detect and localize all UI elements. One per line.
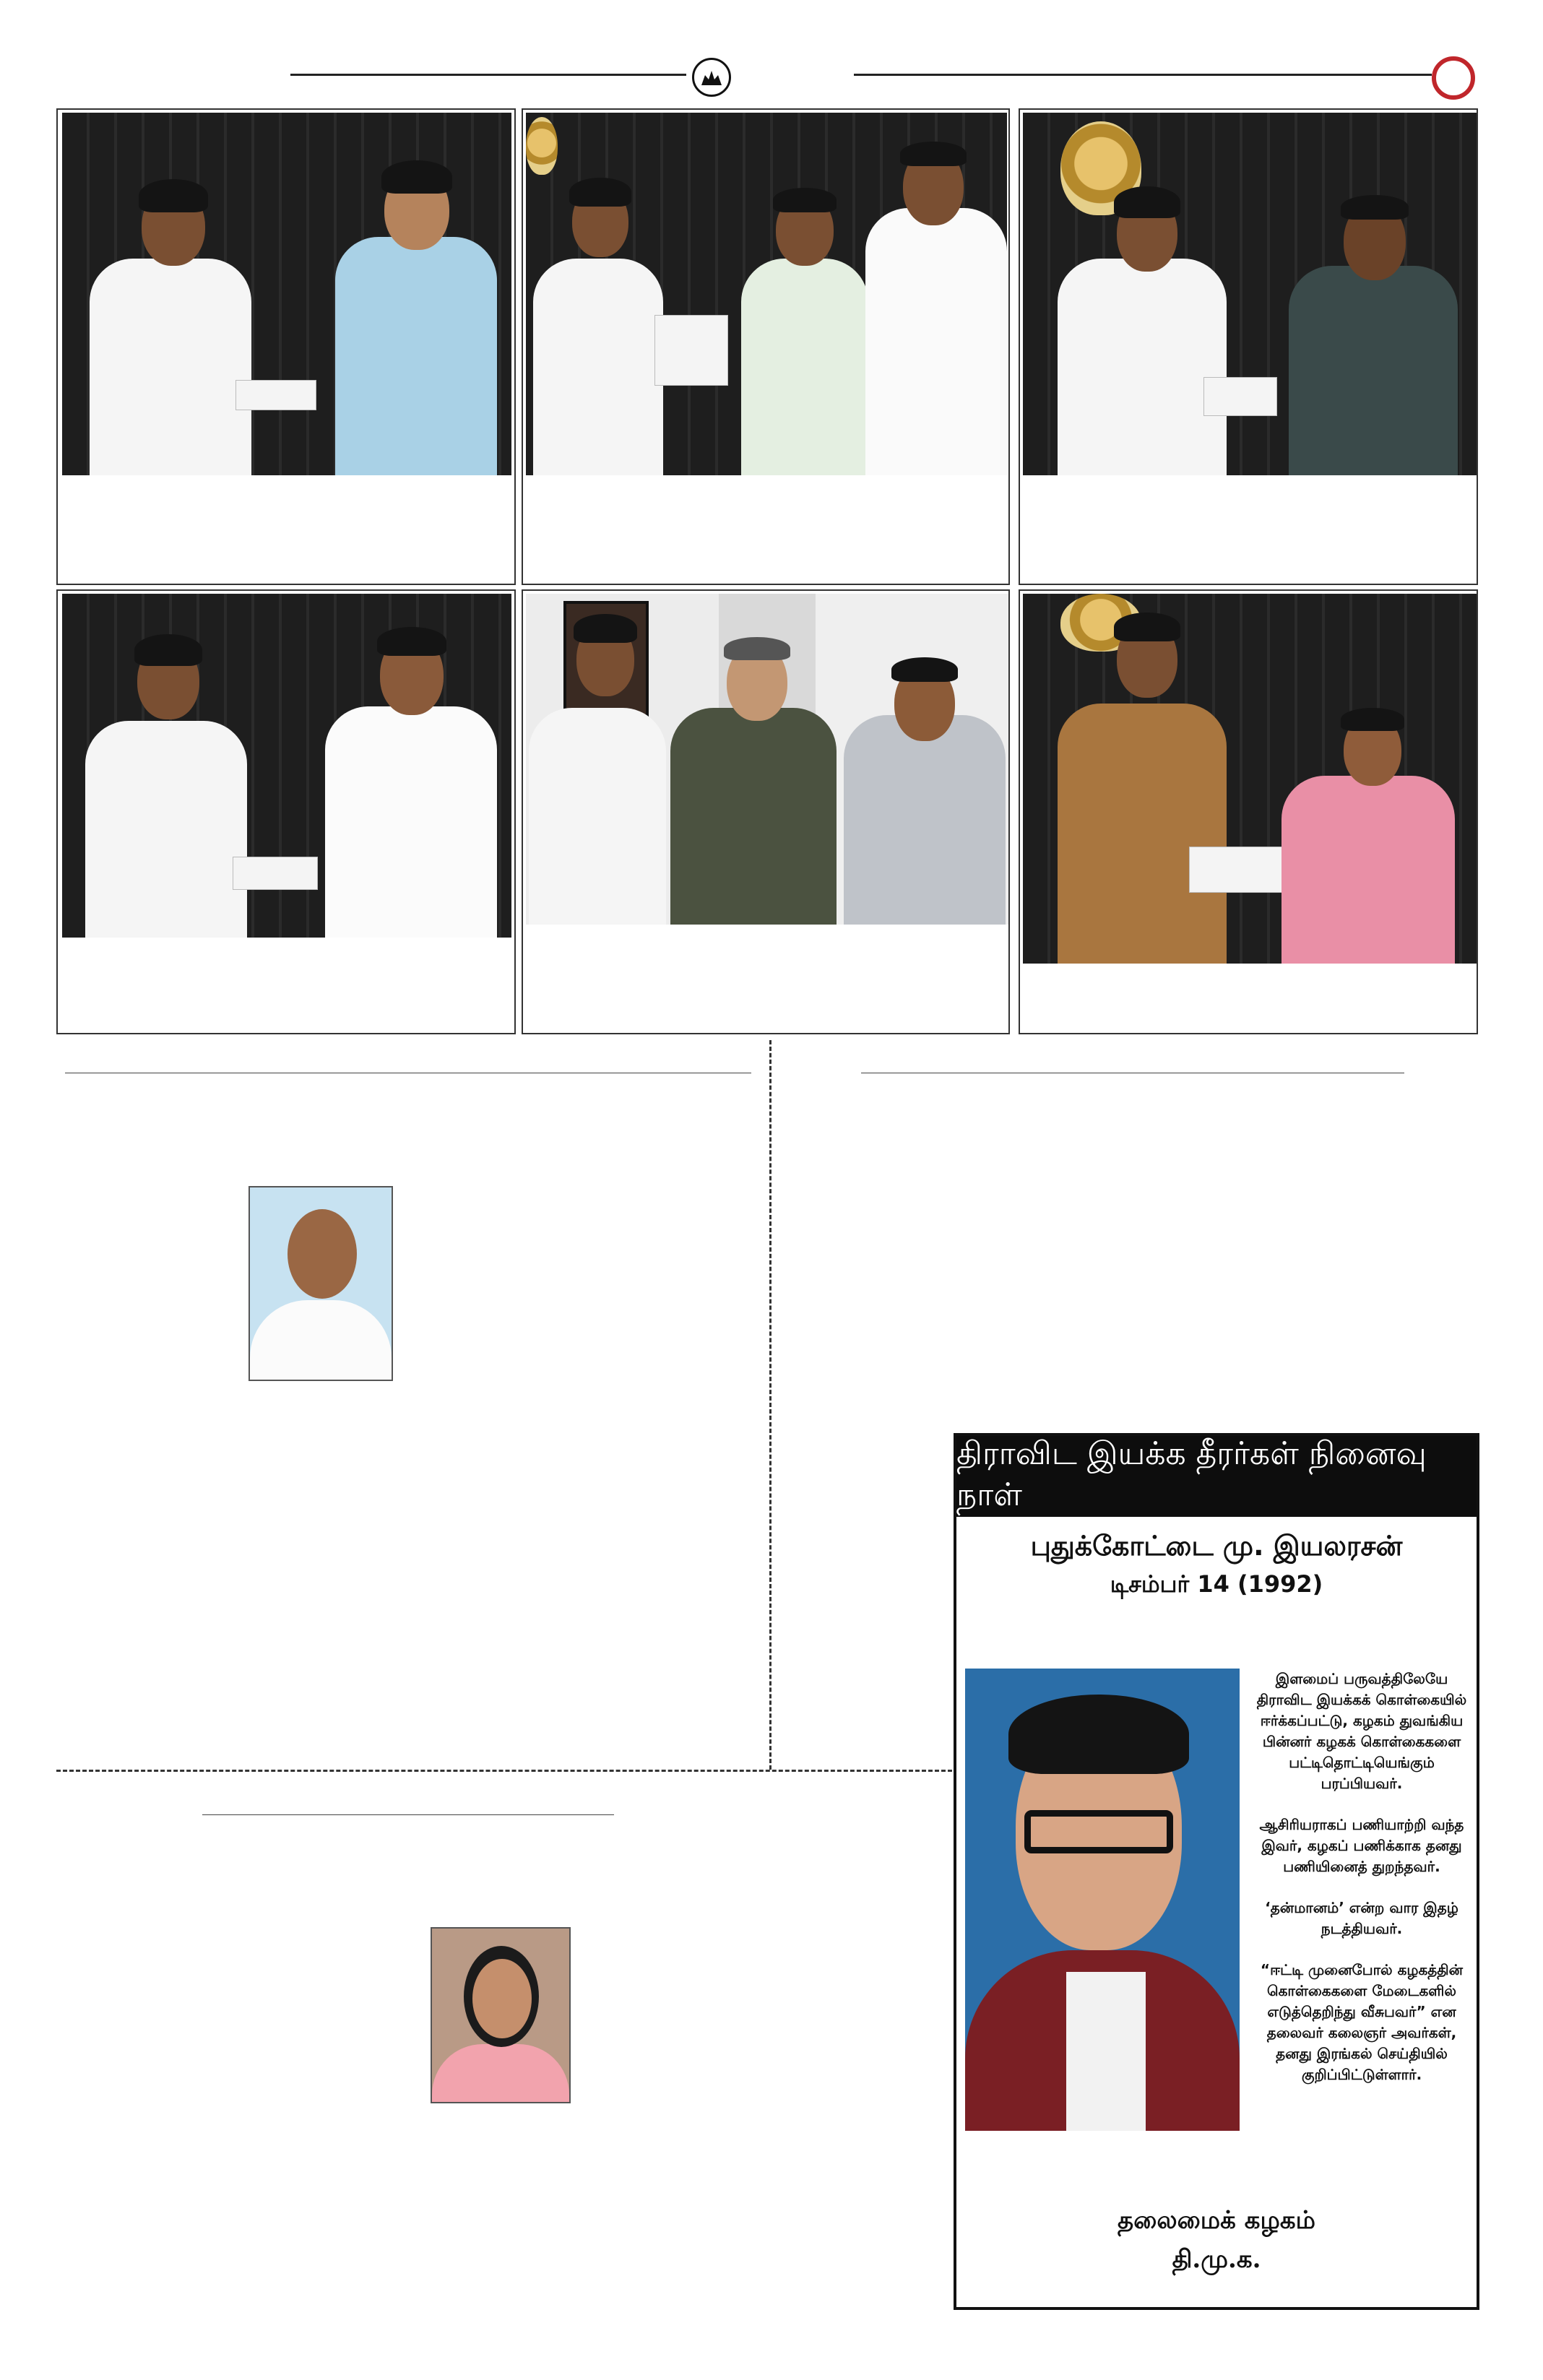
person [1052,610,1232,964]
photo-4 [62,594,511,938]
person [735,157,873,475]
envelope [233,857,318,890]
memorial-portrait-hair [1008,1695,1189,1774]
header-rule-left [290,74,686,76]
photo-5 [526,594,1008,925]
photo-2 [526,113,1007,475]
person [865,129,1007,475]
section-divider [56,1770,952,1772]
memorial-paragraph-2: ஆசிரியராகப் பணியாற்றி வந்த இவர், கழகப் பணிக்காக தனது பணியினைத் துறந்தவர். [1259,1816,1464,1875]
envelope [235,380,316,410]
person [660,621,848,925]
memorial-paragraph-4: “ஈட்டி முனைபோல் கழகத்தின் கொள்கைகளை மேடைகளில் எடுத்தெறிந்து வீசுபவர்” என தலைவர் கலைஞர் அவர்கள், தனது இரங்கல் செய்தியில் குறிப்பிட்டுள்ளார். [1260,1961,1464,2083]
photo-card-5 [522,589,1010,1034]
portrait-woman-face [472,1959,532,2038]
person [79,620,253,938]
person [841,636,1008,925]
person [84,143,257,475]
photo-card-2 [522,108,1010,585]
person [1052,157,1232,475]
memorial-signature-line-1: தலைமைக் கழகம் [1118,2206,1315,2235]
page-number-circle [1432,56,1475,100]
envelope [1203,377,1277,416]
rising-sun-emblem-icon [692,58,731,97]
person [530,143,667,475]
emblem-glyph [699,66,724,88]
lower-left-rule [202,1814,614,1815]
memorial-portrait [965,1669,1240,2131]
envelope [1189,847,1283,893]
person [319,613,503,938]
envelope [654,315,728,386]
memorial-signature-line-2: தி.மு.க. [1172,2245,1261,2274]
glasses-icon [1024,1810,1173,1853]
photo-3 [1023,113,1477,475]
memorial-date: டிசம்பர் 14 (1992) [1110,1570,1323,1598]
photo-card-6 [1019,589,1478,1034]
photo-1 [62,113,511,475]
portrait-man-body [250,1300,392,1380]
memorial-description [1251,1669,1472,2106]
portrait-man-face [288,1209,357,1299]
portrait-woman [431,1927,571,2103]
photo-card-3 [1019,108,1478,585]
memorial-heading: திராவிட இயக்க தீரர்கள் நினைவு நாள் [956,1436,1477,1517]
person [329,129,503,475]
header-rule-right [854,74,1432,76]
memorial-portrait-shirt [1066,1972,1146,2131]
memorial-paragraph-3: ‘தன்மானம்’ என்ற வார இதழ் நடத்தியவர். [1265,1899,1458,1937]
memorial-paragraph-1: இளமைப் பருவத்திலேயே திராவிட இயக்கக் கொள்கையில் ஈர்க்கப்பட்டு, கழகம் துவங்கிய பின்னர் கழகக் கொள்கைகளை பட்டிதொட்டியெங்கும் பரப்பியவர். [1256,1670,1467,1792]
person [1283,172,1464,475]
photo-card-4 [56,589,516,1034]
portrait-woman-body [432,2044,569,2102]
memorial-person-name: புதுக்கோட்டை மு. இயலரசன் [1030,1530,1403,1562]
person [526,607,670,925]
column-divider [769,1040,772,1770]
memorial-notice [954,1433,1479,2310]
photo-6 [1023,594,1477,964]
portrait-man [248,1186,393,1381]
person [1276,704,1461,964]
photo-card-1 [56,108,516,585]
